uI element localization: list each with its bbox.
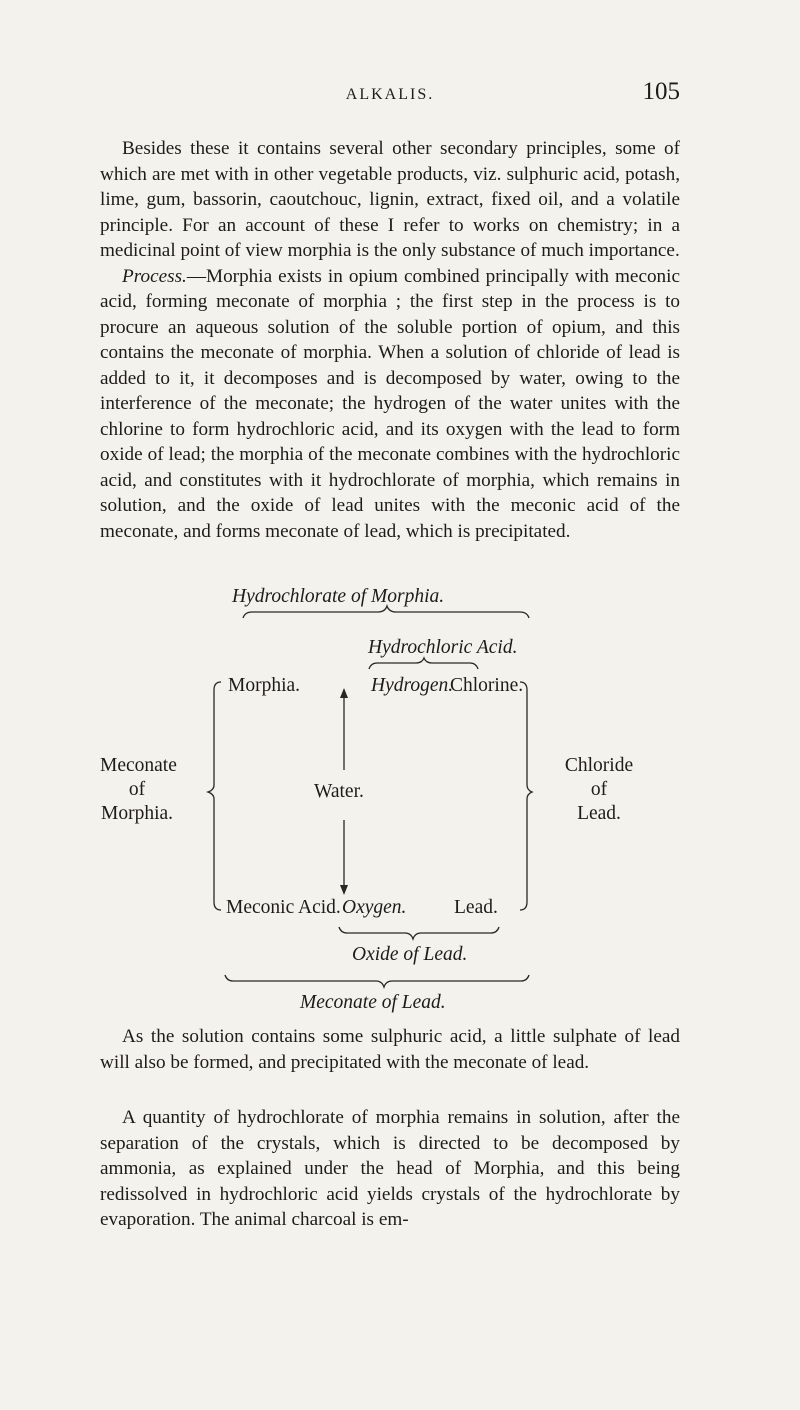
brace-right bbox=[520, 682, 532, 910]
label-water: Water. bbox=[314, 781, 364, 802]
label-oxygen: Oxygen. bbox=[342, 897, 407, 918]
process-runin-heading: Process. bbox=[122, 265, 187, 287]
brace-left bbox=[208, 682, 221, 910]
label-hydrogen: Hydrogen. bbox=[371, 675, 454, 696]
meconate-line-3: Morphia. bbox=[100, 803, 174, 824]
paragraph-intro: Besides these it contains several other secondary principles, some of which are met with in other vegetable products, viz. sulphuric acid, potash, lime, gum, bassorin, caoutchouc, lignin, extract, fixed oil, and a volatile principle. For an account of these I refer to works on chemistry; in a medicinal point of view morphia is the only substance of much importance. bbox=[100, 138, 680, 261]
chloride-line-1: Chloride bbox=[564, 755, 634, 776]
running-head: ALKALIS. bbox=[345, 86, 435, 103]
brace-hydrochlorate bbox=[243, 606, 529, 618]
paragraph-process bbox=[100, 136, 680, 544]
label-oxide-of-lead: Oxide of Lead. bbox=[352, 944, 468, 965]
chloride-line-3: Lead. bbox=[577, 803, 621, 824]
label-morphia: Morphia. bbox=[228, 675, 301, 696]
paragraph-process-body bbox=[100, 264, 680, 545]
meconate-line-1: Meconate bbox=[100, 755, 177, 776]
brace-meconate-lead bbox=[225, 975, 529, 987]
label-chloride-of-lead bbox=[560, 754, 638, 826]
label-meconic-acid: Meconic Acid. bbox=[226, 897, 341, 918]
chloride-line-2: of bbox=[590, 779, 608, 800]
meconate-line-2: of bbox=[128, 779, 146, 800]
arrow-up bbox=[340, 688, 348, 698]
label-meconate-of-lead: Meconate of Lead. bbox=[300, 992, 446, 1013]
label-meconate-of-morphia bbox=[100, 754, 177, 826]
label-lead: Lead. bbox=[454, 897, 498, 918]
brace-hydrochloric bbox=[369, 658, 478, 669]
arrow-down bbox=[340, 885, 348, 895]
page-number: 105 bbox=[642, 78, 680, 105]
brace-oxide bbox=[339, 927, 499, 939]
label-hydrochlorate-of-morphia: Hydrochlorate of Morphia. bbox=[232, 586, 445, 607]
process-text: —Morphia exists in opium combined principally with meconic acid, forming meconate of morphia ; the first step in the process is to procure an aqueous solution of the soluble portion of opium, and this contains the meconate of morphia. When a solution of chloride of lead is added to it, it decomposes and is decomposed by water, owing to the interference of the meconate; the hydrogen of the water unites with the chlorine to form hydrochloric acid, and its oxygen with the lead to form oxide of lead; the morphia of the meconate combines with the hydrochloric acid, and constitutes with it hydrochlorate of morphia, which remains in solution, and the oxide of lead unites with the meconic acid of the meconate, and forms meconate of lead, which is precipitated. bbox=[100, 265, 680, 542]
paragraph-sulphate: As the solution contains some sulphuric acid, a little sulphate of lead will also be formed, and precipitated with the meconate of lead. bbox=[100, 1026, 680, 1073]
label-chlorine: Chlorine. bbox=[450, 675, 524, 696]
paragraph-hydrochlorate: A quantity of hydrochlorate of morphia remains in solution, after the separation of the crystals, which is directed to be decomposed by ammonia, as explained under the head of Morphia, and this being redissolved in hydrochloric acid yields crystals of the hydrochlorate by evaporation. The animal charcoal is em- bbox=[100, 1107, 680, 1230]
page-header bbox=[100, 78, 680, 114]
label-hydrochloric-acid: Hydrochloric Acid. bbox=[368, 637, 518, 658]
